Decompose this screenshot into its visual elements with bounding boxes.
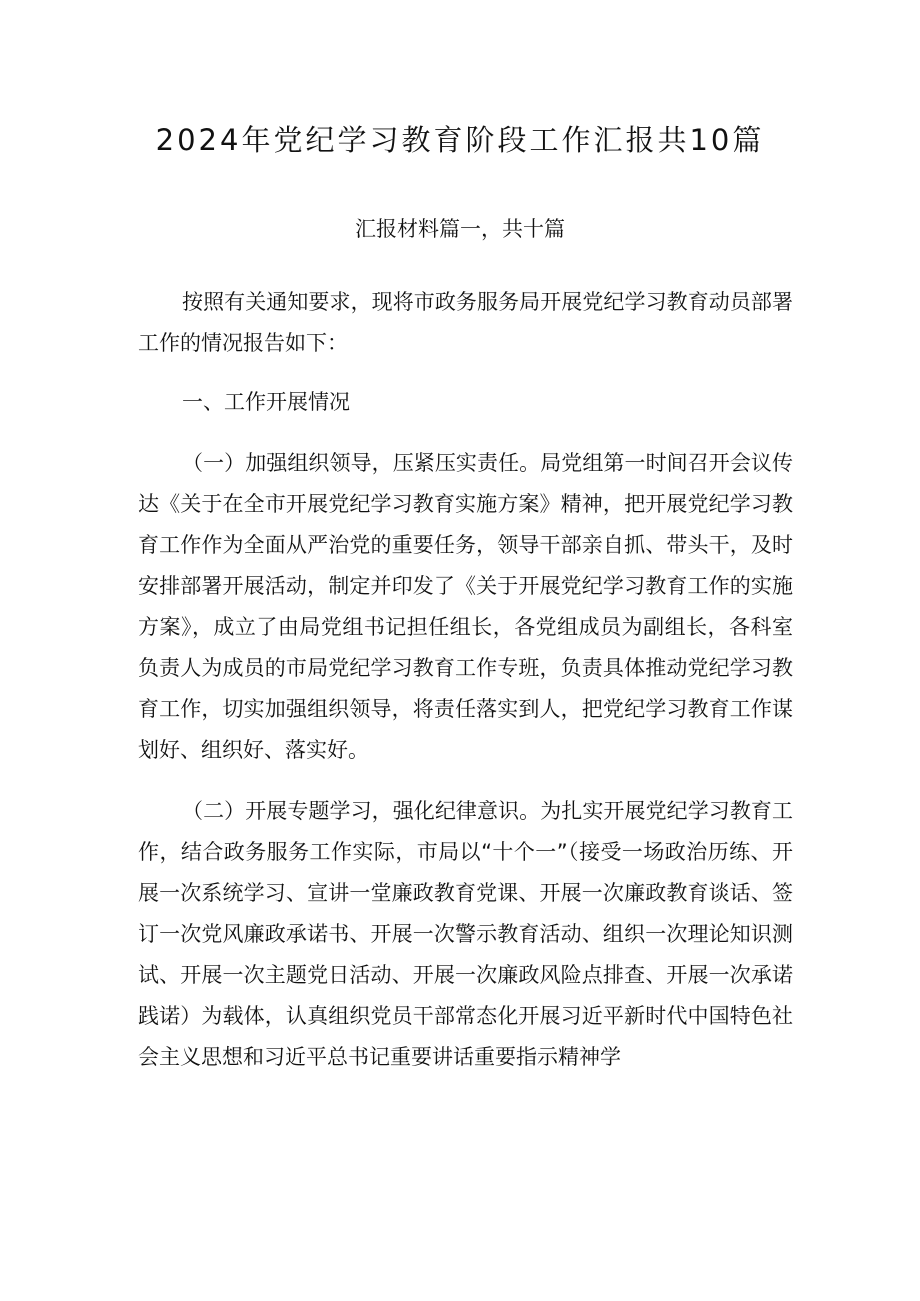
paragraph-2: （二）开展专题学习，强化纪律意识。为扎实开展党纪学习教育工作，结合政务服务工作实际，市局以“十个一”（接受一场政治历练、开展一次系统学习、宣讲一堂廉政教育党课、开展一次廉政教育谈话、签订一次党风廉政承诺书、开展一次警示教育活动、组织一次理论知识测试、开展一次主题党日活动、开展一次廉政风险点排查、开展一次承诺践诺）为载体，认真组织党员干部常态化开展习近平新时代中国特色社会主义思想和习近平总书记重要讲话重要指示精神学 — [138, 799, 793, 1069]
document-body — [138, 282, 793, 1078]
section-heading: 一、工作开展情况 — [182, 390, 350, 414]
document-subtitle: 汇报材料篇一，共十篇 — [355, 217, 565, 241]
paragraph-1: （一）加强组织领导，压紧压实责任。局党组第一时间召开会议传达《关于在全市开展党纪学习教育实施方案》精神，把开展党纪学习教育工作作为全面从严治党的重要任务，领导干部亲自抓、带头干，及时安排部署开展活动，制定并印发了《关于开展党纪学习教育工作的实施方案》，成立了由局党组书记担任组长，各党组成员为副组长，各科室负责人为成员的市局党纪学习教育工作专班，负责具体推动党纪学习教育工作，切实加强组织领导，将责任落实到人，把党纪学习教育工作谋划好、组织好、落实好。 — [138, 451, 793, 762]
intro-paragraph: 按照有关通知要求，现将市政务服务局开展党纪学习教育动员部署工作的情况报告如下： — [138, 290, 793, 355]
document-title: 2024年党纪学习教育阶段工作汇报共10篇 — [155, 123, 765, 157]
